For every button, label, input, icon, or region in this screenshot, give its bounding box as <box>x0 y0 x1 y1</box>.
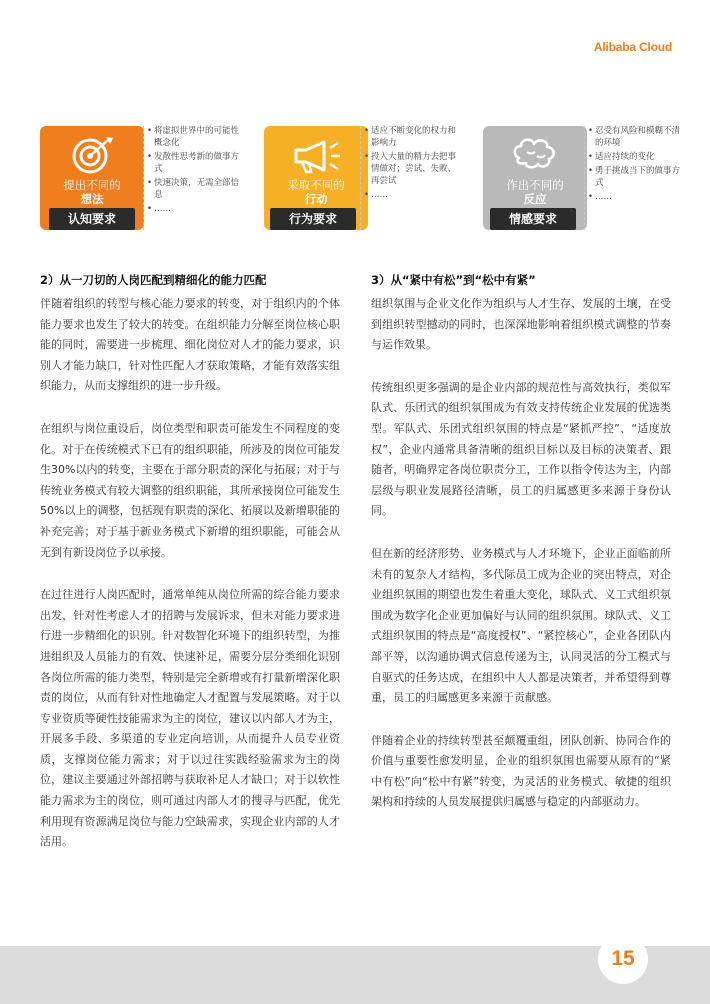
page-number: 15 <box>598 934 648 984</box>
card-line1: 提出不同的 <box>63 178 121 192</box>
card-label: 行为要求 <box>270 208 356 230</box>
card-label: 认知要求 <box>49 208 135 230</box>
divider <box>584 126 585 230</box>
section-heading: 3）从“紧中有松”到“松中有紧” <box>371 273 536 287</box>
brain-icon <box>483 134 587 178</box>
list-item: • 发散性思考新的做事方式 <box>147 151 247 175</box>
right-column <box>371 272 671 835</box>
paragraph: 传统组织更多强调的是企业内部的规范性与高效执行，类似军队式、乐团式的组织氛围成为有效支持传统企业发展的优选类型。军队式、乐团式组织氛围的特点是“紧抓严控”、“适度放权”，企业内通常具备清晰的组织目标以及目标的决策者、跟随者，明确界定各岗位职责分工，工作以指令传达为主，内部层级与职业发展路径清晰，员工的归属感更多来源于身份认同。 <box>371 380 671 518</box>
list-item: • 适应持续的变化 <box>588 151 688 163</box>
paragraph: 在过往进行人岗匹配时，通常单纯从岗位所需的综合能力要求出发，针对性考虑人才的招聘与发展诉求，但未对能力要求进行进一步精细化的识别。针对数智化环境下的组织转型，为推进组织及人员能力的有效、快速补足，需要分层分类细化识别各岗位所需的能力类型，特别是完全新增或有打量新增深化职责的岗位，从而有针对性地确定人才配置与发展策略。对于以专业资质等硬性技能需求为主的岗位，建议以内部人才为主，开展多手段、多渠道的专业定向培训，从而提升人员专业资质，支撑岗位能力需求；对于以过往实践经验需求为主的岗位，建议主要通过外部招聘与获取补足人才缺口；对于以软性能力需求为主的岗位，则可通过内部人才的搜寻与匹配，优先利用现有资源满足岗位与能力空缺需求，实现企业内部的人才活用。 <box>40 588 340 849</box>
card-line2: 想法 <box>80 192 104 206</box>
paragraph: 伴随着企业的持续转型甚至颠覆重组，团队创新、协同合作的价值与重要性愈发明显，企业的组织氛围也需要从原有的“紧中有松”向“松中有紧”转变，为灵活的业务模式、敏捷的组织架构和持续的人员发展提供归属感与稳定的内部驱动力。 <box>371 733 671 809</box>
list-item: • 适应不断变化的权力和影响力 <box>364 125 464 149</box>
list-item: • 勇于挑战当下的做事方式 <box>588 165 688 189</box>
divider <box>143 126 144 230</box>
paragraph: 伴随着组织的转型与核心能力要求的转变，对于组织内的个体能力要求也发生了较大的转变。在组织能力分解至岗位核心职能的同时，需要进一步梳理、细化岗位对人才的能力要求，识别人才能力缺口，针对性匹配人才获取策略，才能有效落实组织能力，从而支撑组织的进一步升级。 <box>40 297 340 393</box>
megaphone-icon <box>264 134 368 178</box>
divider <box>360 126 361 230</box>
list-item: • 投入大量的精力去把事情做对；尝试、失败、再尝试 <box>364 151 464 187</box>
bullet-list <box>588 125 688 205</box>
bullet-list <box>364 125 464 203</box>
card-line2: 反应 <box>523 192 547 206</box>
brand-logo: Alibaba Cloud <box>593 40 672 54</box>
paragraph: 组织氛围与企业文化作为组织与人才生存、发展的土壤，在受到组织转型撼动的同时，也深深地影响着组织模式调整的节奏与运作效果。 <box>371 297 671 352</box>
paragraph: 在组织与岗位重设后，岗位类型和职责可能发生不同程度的变化。对于在传统模式下已有的组织职能，所涉及的岗位可能发生30%以内的转变，主要在于部分职责的深化与拓展；对于与传统业务模式有较大调整的组织职能，其所承接岗位可能发生50%以上的调整，包括现有职责的深化、拓展以及新增职能的补充完善；对于基于新业务模式下新增的组织职能，可能会从无到有新设岗位予以承接。 <box>40 421 340 559</box>
list-item: • 将虚拟世界中的可能性概念化 <box>147 125 247 149</box>
card-label: 情感要求 <box>490 208 576 230</box>
list-item: • 忍受有风险和模糊不清的环境 <box>588 125 688 149</box>
target-icon <box>40 134 144 178</box>
paragraph: 但在新的经济形势、业务模式与人才环境下，企业正面临前所未有的复杂人才结构，多代际员工成为企业的突出特点，对企业组织氛围的期望也发生着重大变化，球队式、义工式组织氛围成为数字化企业更加偏好与认同的组织氛围。球队式、义工式组织氛围的特点是“高度授权”、“紧控核心”，企业各团队内部平等，以沟通协调式信息传递为主，认同灵活的分工模式与自驱式的任务达成，在组织中人人都是决策者，并希望得到尊重，员工的归属感更多来源于贡献感。 <box>371 546 671 705</box>
card-line1: 作出不同的 <box>506 178 564 192</box>
card-line1: 采取不同的 <box>287 178 345 192</box>
list-item: • …… <box>147 203 247 215</box>
left-column <box>40 272 340 875</box>
list-item: • …… <box>588 191 688 203</box>
list-item: • …… <box>364 189 464 201</box>
list-item: • 快速决策，无需全部信息 <box>147 177 247 201</box>
section-heading: 2）从一刀切的人岗匹配到精细化的能力匹配 <box>40 273 267 287</box>
card-line2: 行动 <box>304 192 328 206</box>
bullet-list <box>147 125 247 217</box>
